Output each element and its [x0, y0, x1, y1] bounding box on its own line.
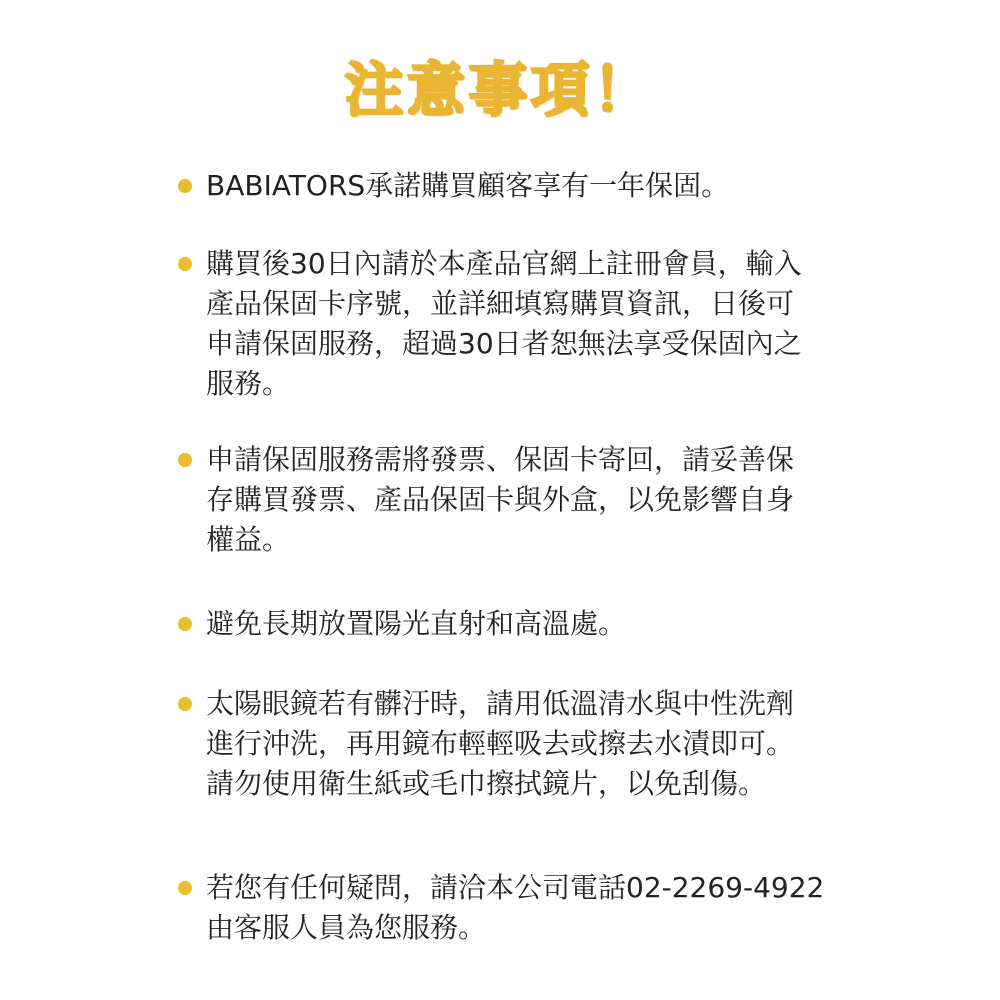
- bullet-dot-icon: [178, 179, 192, 193]
- list-item-text: 若您有任何疑問，請洽本公司電話02-2269-4922 由客服人員為您服務。: [206, 871, 825, 944]
- bullet-dot-icon: [178, 257, 192, 271]
- bullet-dot-icon: [178, 697, 192, 711]
- page-title: 注意事項！: [344, 56, 655, 124]
- list-item-text: 太陽眼鏡若有髒汙時，請用低溫清水與中性洗劑 進行沖洗，再用鏡布輕輕吸去或擦去水漬即可。 請勿使用衛生紙或毛巾擦拭鏡片，以免刮傷。: [206, 687, 795, 800]
- bullet-dot-icon: [178, 453, 192, 467]
- list-item-text: BABIATORS承諾購買顧客享有一年保固。: [206, 169, 730, 202]
- bullet-dot-icon: [178, 881, 192, 895]
- list-item-text: 申請保固服務需將發票、保固卡寄回，請妥善保 存購買發票、產品保固卡與外盒，以免影響自身 權益。: [206, 443, 795, 556]
- list-item-text: 購買後30日內請於本產品官網上註冊會員，輸入 產品保固卡序號，並詳細填寫購買資訊，日後可 申請保固服務，超過30日者恕無法享受保固內之 服務。: [206, 247, 802, 400]
- list-item-text: 避免長期放置陽光直射和高溫處。: [206, 607, 627, 640]
- bullet-dot-icon: [178, 617, 192, 631]
